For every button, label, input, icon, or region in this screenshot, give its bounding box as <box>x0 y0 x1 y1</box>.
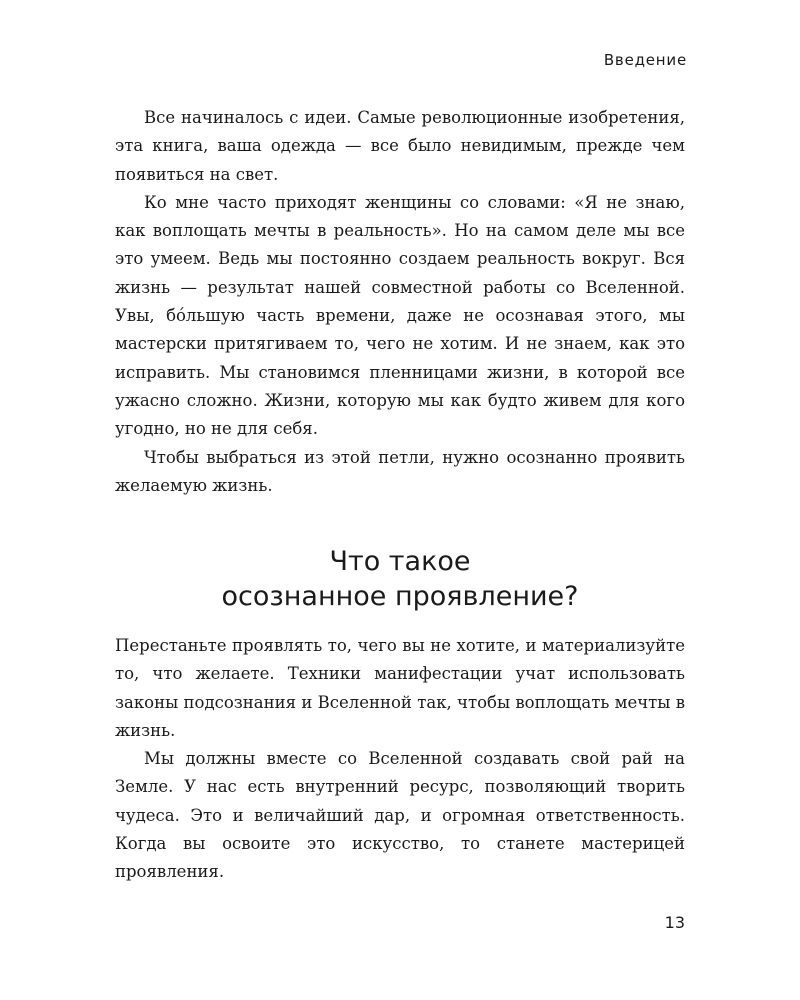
section-heading-line-2: осознанное проявление? <box>221 581 579 612</box>
paragraph: Перестаньте проявлять то, чего вы не хотите, и материализуйте то, что желаете. Техники манифестации учат использовать законы подсознания и Вселенной так, чтобы воплощать мечты в жизнь. <box>115 636 685 740</box>
paragraph: Чтобы выбраться из этой петли, нужно осознанно проявить желаемую жизнь. <box>115 447 685 495</box>
section-heading-line-1: Что такое <box>329 546 471 577</box>
section-heading <box>115 544 685 614</box>
running-head: Введение <box>603 51 687 69</box>
page-number: 13 <box>664 913 685 932</box>
intro-text-block <box>115 104 685 500</box>
section-text-block <box>115 632 685 887</box>
paragraph: Все начиналось с идеи. Самые революционные изобретения, эта книга, ваша одежда — все было невидимым, прежде чем появиться на свет. <box>115 108 685 184</box>
paragraph: Ко мне часто приходят женщины со словами: «Я не знаю, как воплощать мечты в реальность». Но на самом деле мы все это умеем. Ведь мы постоянно создаем реальность вокруг. Вся жизнь — результат нашей совместной работы со Вселенной. Увы, бóльшую часть времени, даже не осознавая этого, мы мастерски притягиваем то, чего не хотим. И не знаем, как это исправить. Мы становимся пленницами жизни, в которой все ужасно сложно. Жизни, которую мы как будто живем для кого угодно, но не для себя. <box>115 192 685 439</box>
paragraph: Мы должны вместе со Вселенной создавать свой рай на Земле. У нас есть внутренний ресурс, позволяющий творить чудеса. Это и величайший дар, и огромная ответственность. Когда вы освоите это искусство, то станете мастерицей проявления. <box>115 749 685 882</box>
